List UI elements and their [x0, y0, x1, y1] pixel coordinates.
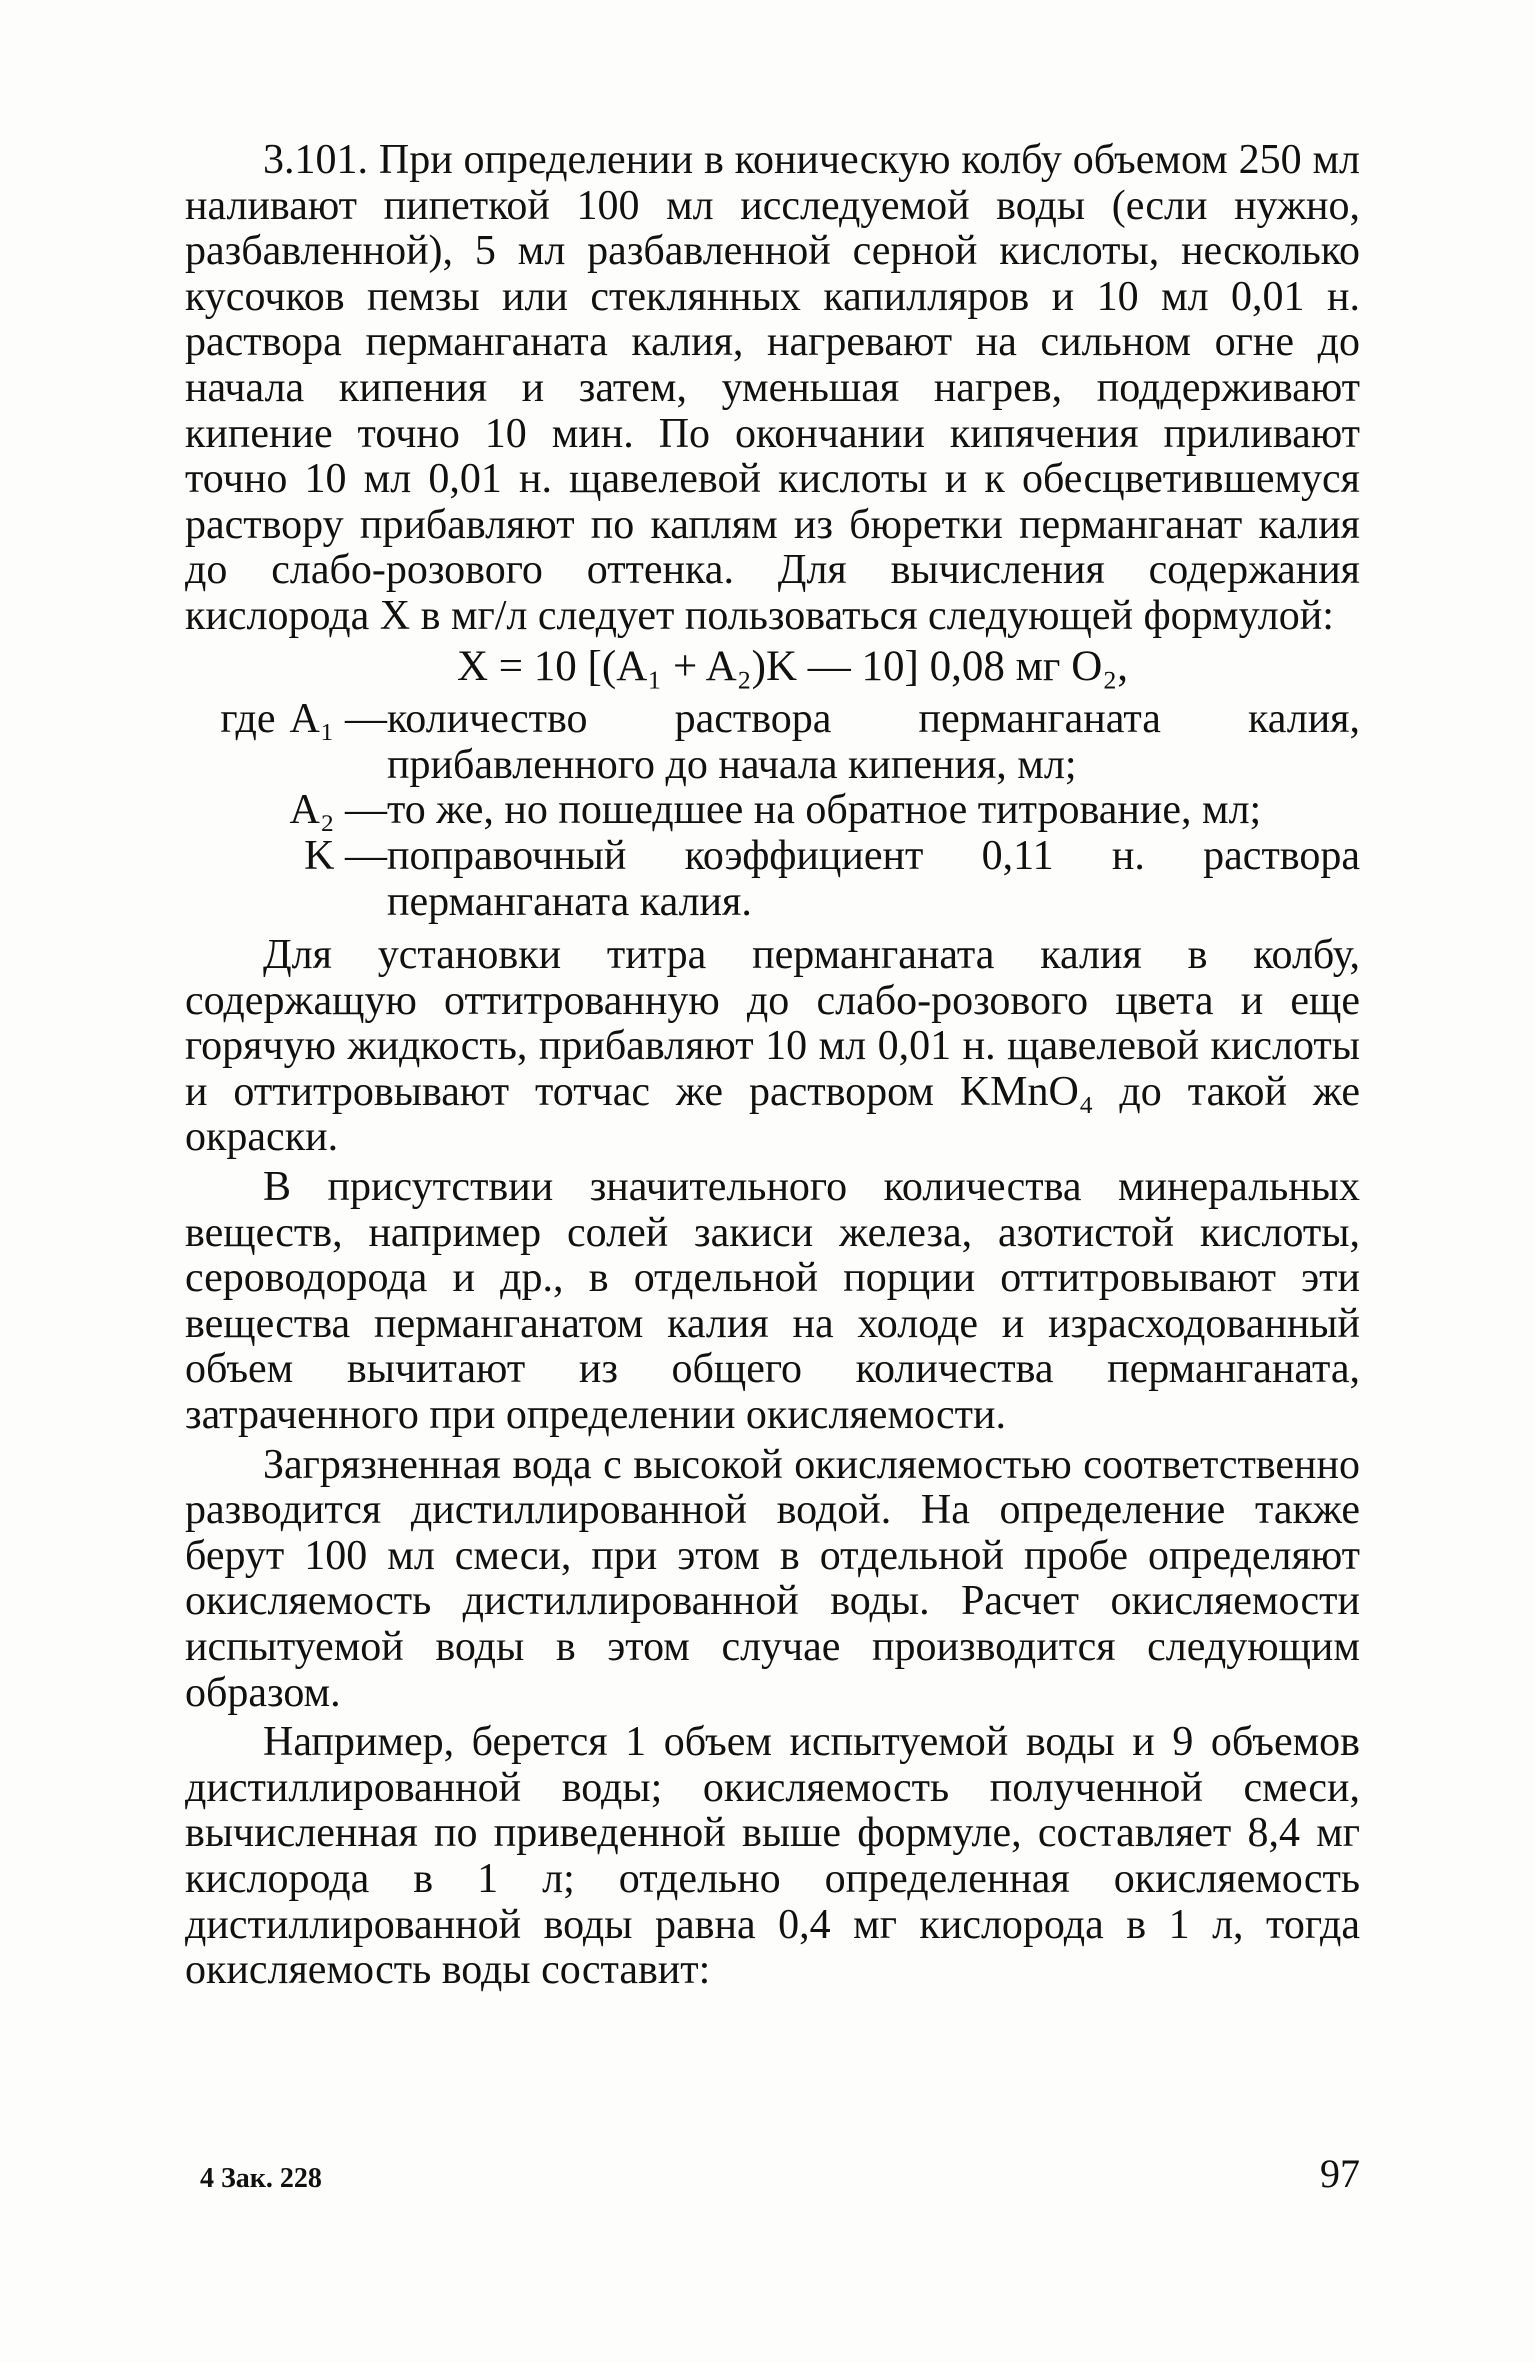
paragraph-dilution: Загрязненная вода с высокой окисляемостью соответственно разводится дистиллированной водой. На определение также берут 100 мл смеси, при этом в отдельной пробе определяют окисляемость дистиллированной воды. Расчет окисляемости испытуемой воды в этом случае производится следующим образом.: [185, 1441, 1360, 1716]
definition-symbol: K —: [304, 832, 387, 879]
paragraph-example: Например, берется 1 объем испытуемой воды и 9 объемов дистиллированной воды; окисляемость полученной смеси, вычисленная по приведенной выше формуле, составляет 8,4 мг кислорода в 1 л; отдельно определенная окисляемость дистиллированной воды равна 0,4 мг кислорода в 1 л, тогда окисляемость воды составит:: [185, 1719, 1360, 1994]
paragraph-titer: Для установки титра перманганата калия в колбу, содержащую оттитрованную до слабо-розового цвета и еще горячую жидкость, прибавляют 10 мл 0,01 н. щавелевой кислоты и оттитровывают тотчас же раствором KMnO₄ до такой же окраски.: [185, 932, 1360, 1161]
page-number: 97: [1320, 2151, 1360, 2196]
formula-definitions: [185, 697, 1360, 925]
definition-k: [185, 834, 1360, 925]
definition-a1: [185, 697, 1360, 788]
definition-a2: [185, 788, 1360, 834]
definition-text: количество раствора перманганата калия, прибавленного до начала кипения, мл;: [387, 696, 1360, 788]
where-label: где: [220, 696, 276, 743]
definition-text: поправочный коэффициент 0,11 н. раствора перманганата калия.: [387, 832, 1360, 925]
paragraph-3-101: 3.101. При определении в коническую колбу объемом 250 мл наливают пипеткой 100 мл исследуемой воды (если нужно, разбавленной), 5 мл разбавленной серной кислоты, несколько кусочков пемзы или стеклянных капилляров и 10 мл 0,01 н. раствора перманганата калия, нагревают на сильном огне до начала кипения и затем, уменьшая нагрев, поддерживают кипение точно 10 мин. По окончании кипячения приливают точно 10 мл 0,01 н. щавелевой кислоты и к обесцветившемуся раствору прибавляют по каплям из бюретки перманганат калия до слабо-розового оттенка. Для вычисления содержания кислорода X в мг/л следует пользоваться следующей формулой:: [185, 137, 1360, 639]
definition-symbol: A₂ —: [289, 787, 387, 834]
paragraph-minerals: В присутствии значительного количества минеральных веществ, например солей закиси железа, азотистой кислоты, сероводорода и др., в отдельной порции оттитровывают эти вещества перманганатом калия на холоде и израсходованный объем вычитают из общего количества перманганата, затраченного при определении окисляемости.: [185, 1164, 1360, 1439]
page-footer: [200, 2150, 1360, 2197]
print-order-mark: 4 Зак. 228: [200, 2163, 322, 2194]
definition-symbol: A₁ —: [289, 696, 387, 743]
body-text: [185, 138, 1360, 1998]
oxidability-formula: X = 10 [(A₁ + A₂)K — 10] 0,08 мг O₂,: [457, 642, 1128, 690]
definition-text: то же, но пошедшее на обратное титрование, мл;: [387, 787, 1262, 834]
